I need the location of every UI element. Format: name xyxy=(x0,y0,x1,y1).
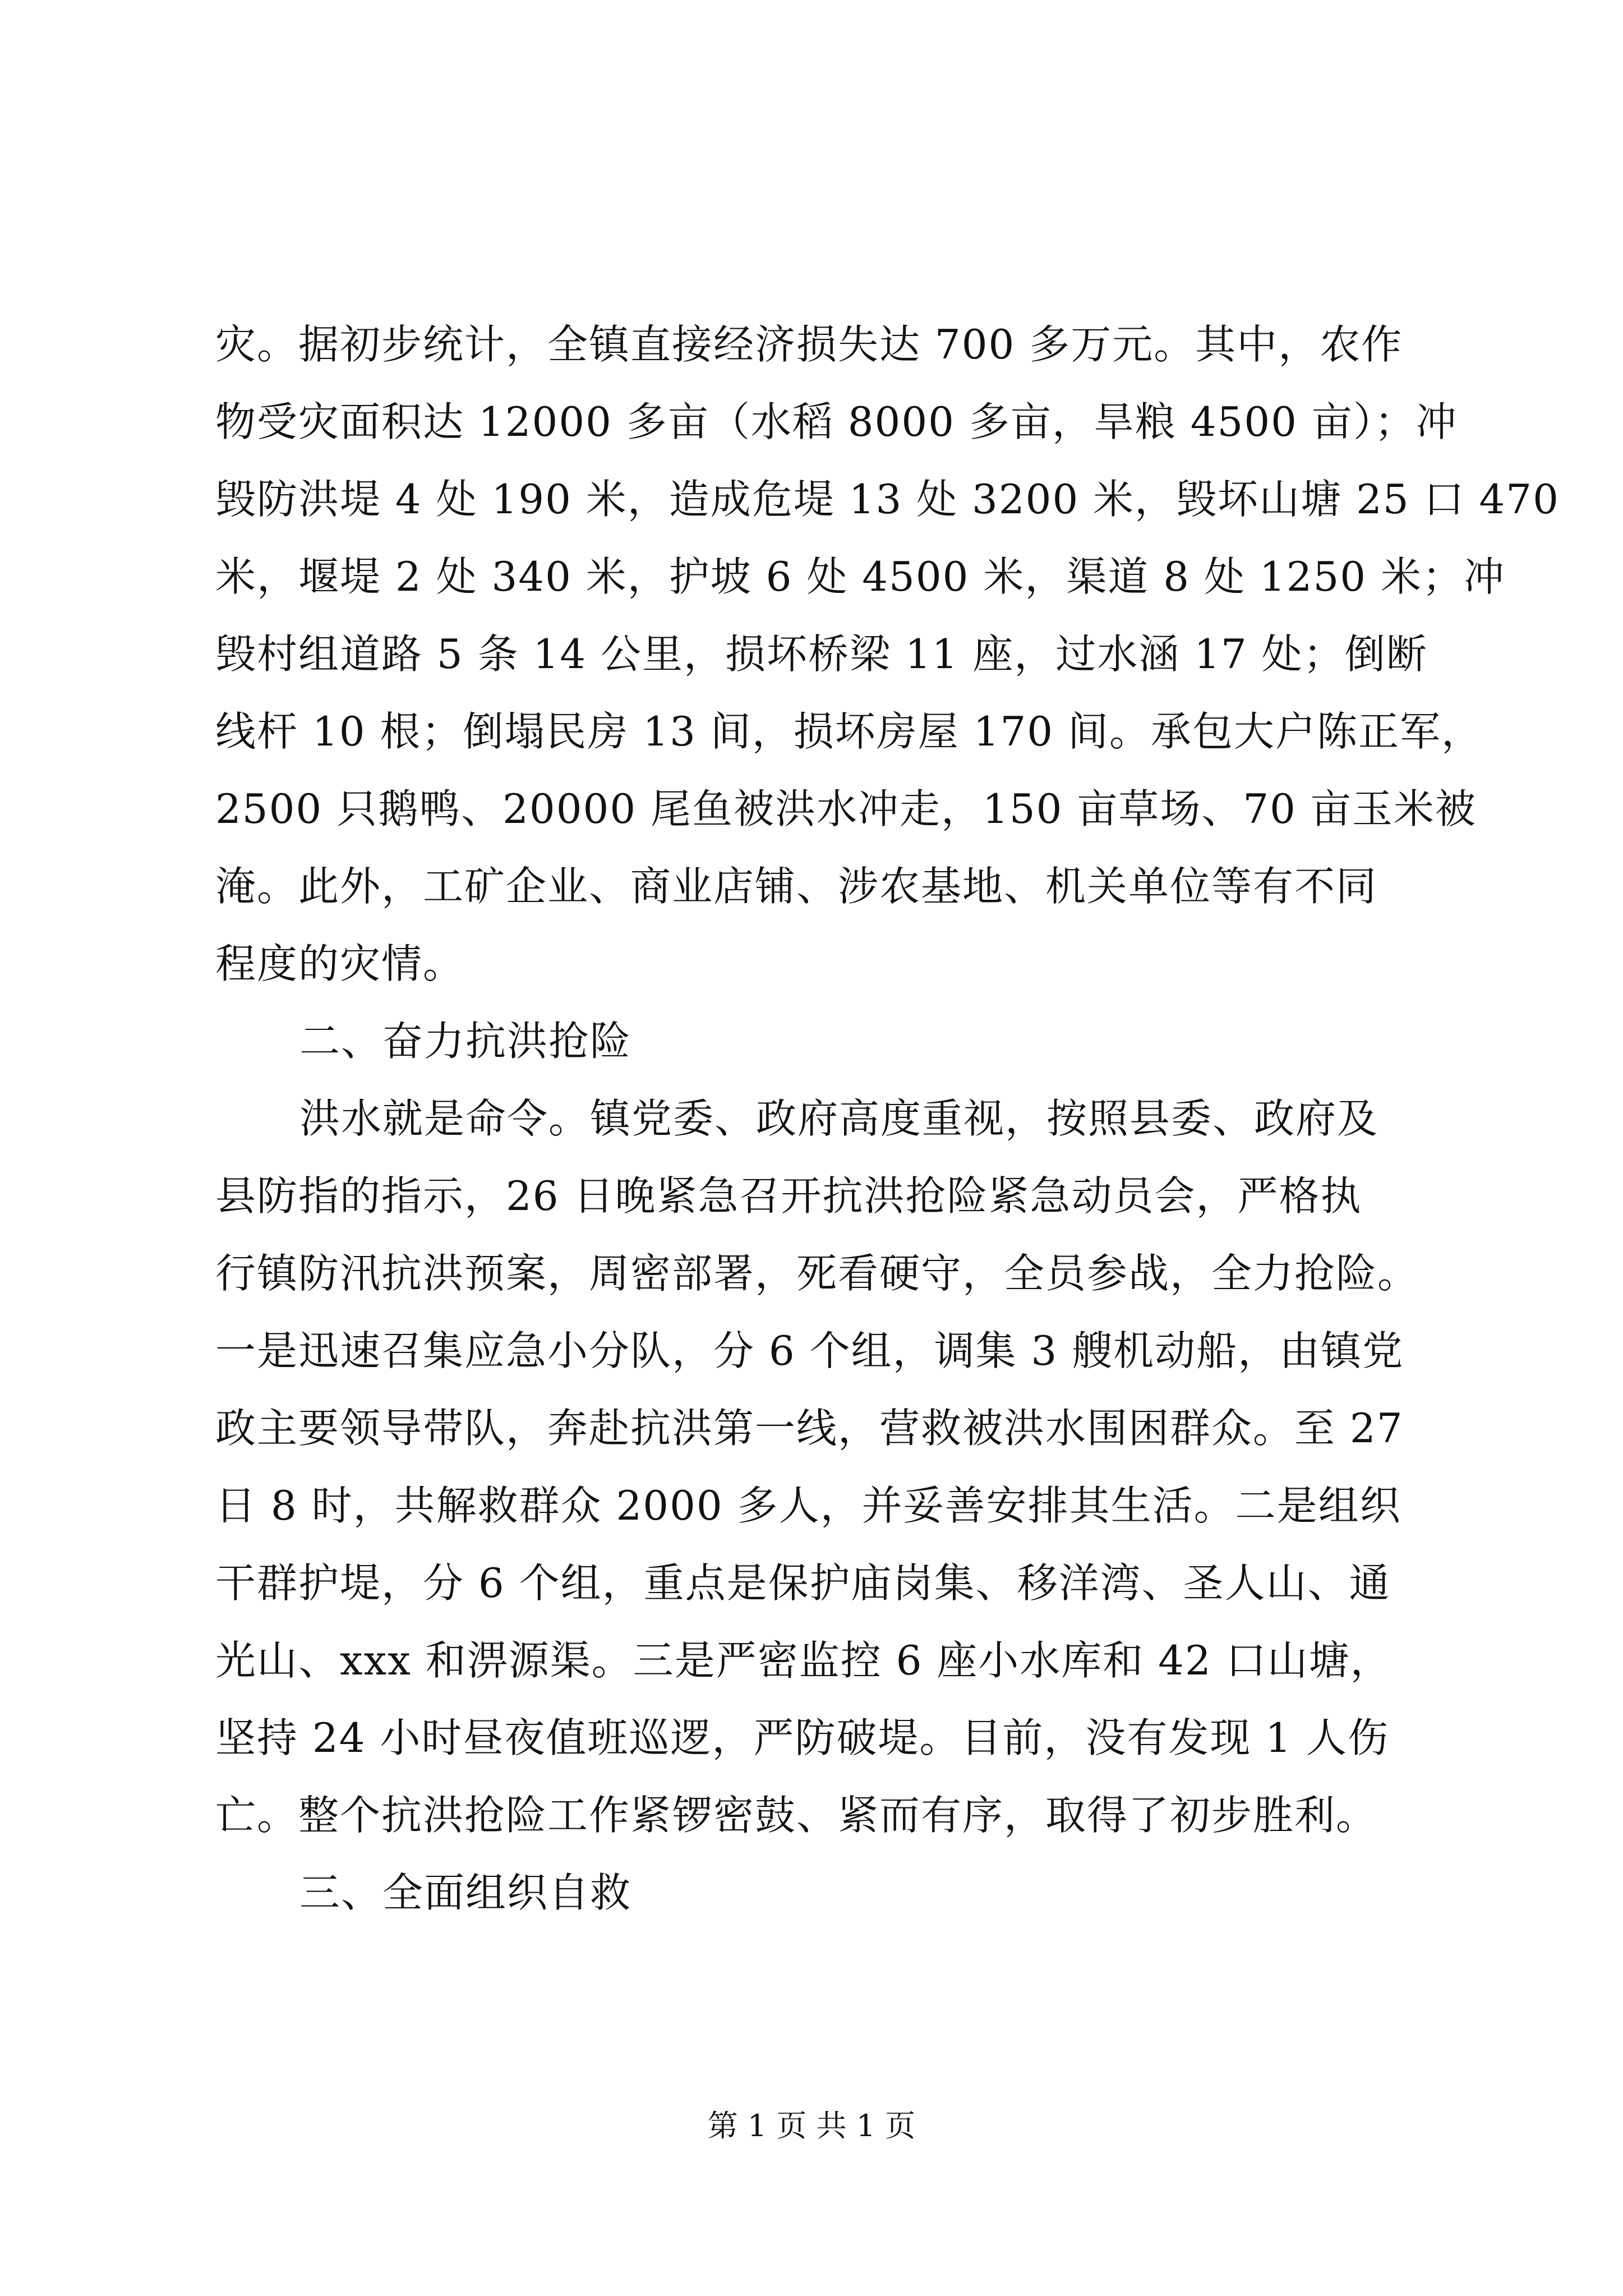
document-body xyxy=(215,306,1560,1931)
text-line: 洪水就是命令。镇党委、政府高度重视，按照县委、政府及 xyxy=(299,1095,1379,1142)
text-line: 政主要领导带队，奔赴抗洪第一线，营救被洪水围困群众。至 27 xyxy=(215,1405,1404,1452)
text-line: 毁村组道路 5 条 14 公里，损坏桥梁 11 座，过水涵 17 处；倒断 xyxy=(215,631,1428,678)
page-footer: 第 1 页 共 1 页 xyxy=(707,2108,916,2143)
text-line: 县防指的指示，26 日晚紧急召开抗洪抢险紧急动员会，严格执 xyxy=(215,1172,1362,1220)
text-line: 淹。此外，工矿企业、商业店铺、涉农基地、机关单位等有不同 xyxy=(215,863,1378,910)
text-line: 线杆 10 根；倒塌民房 13 间，损坏房屋 170 间。承包大户陈正军， xyxy=(215,708,1483,755)
text-line: 物受灾面积达 12000 多亩（水稻 8000 多亩，旱粮 4500 亩）；冲 xyxy=(215,398,1458,445)
text-line: 行镇防汛抗洪预案，周密部署，死看硬守，全员参战，全力抢险。 xyxy=(215,1250,1419,1297)
text-line: 2500 只鹅鸭、20000 尾鱼被洪水冲走，150 亩草场、70 亩玉米被 xyxy=(215,785,1477,832)
text-line: 毁防洪堤 4 处 190 米，造成危堤 13 处 3200 米，毁坏山塘 25 口 470 xyxy=(215,476,1560,523)
text-line: 日 8 时，共解救群众 2000 多人，并妥善安排其生活。二是组织 xyxy=(215,1482,1401,1529)
section-heading: 二、奋力抗洪抢险 xyxy=(299,1018,632,1065)
text-line: 米，堰堤 2 处 340 米，护坡 6 处 4500 米，渠道 8 处 1250 米；冲 xyxy=(215,553,1505,600)
text-line: 光山、xxx 和淠源渠。三是严密监控 6 座小水库和 42 口山塘， xyxy=(215,1637,1392,1684)
section-heading: 三、全面组织自救 xyxy=(299,1869,632,1916)
text-line: 坚持 24 小时昼夜值班巡逻，严防破堤。目前，没有发现 1 人伤 xyxy=(215,1714,1389,1761)
text-line: 干群护堤，分 6 个组，重点是保护庙岗集、移洋湾、圣人山、通 xyxy=(215,1559,1391,1607)
text-line: 亡。整个抗洪抢险工作紧锣密鼓、紧而有序，取得了初步胜利。 xyxy=(215,1792,1378,1839)
text-line: 程度的灾情。 xyxy=(215,940,465,987)
text-line: 一是迅速召集应急小分队，分 6 个组，调集 3 艘机动船，由镇党 xyxy=(215,1327,1404,1374)
text-line: 灾。据初步统计，全镇直接经济损失达 700 多万元。其中，农作 xyxy=(215,321,1403,368)
